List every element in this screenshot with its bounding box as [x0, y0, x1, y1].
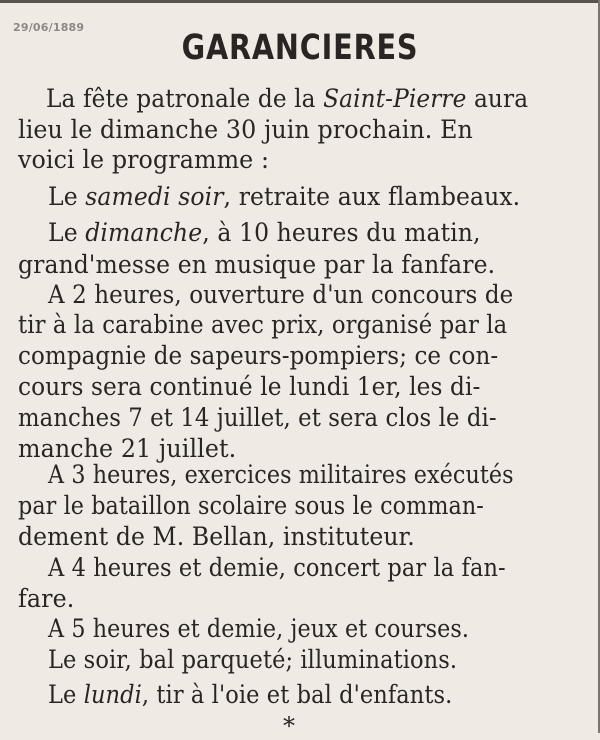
article-line-1: [46, 84, 600, 114]
article-line-5-italic: dimanche: [85, 218, 203, 247]
article-line-4-after: , retraite aux flambeaux.: [223, 182, 521, 211]
article-line-2: [18, 115, 600, 145]
article-headline: GARANCIERES: [181, 28, 419, 68]
article-line-17: [18, 584, 600, 614]
article-line-4-italic: samedi soir: [85, 182, 224, 211]
date-stamp: 29/06/1889: [13, 21, 85, 34]
top-border-rule: [0, 0, 600, 3]
article-line-20-after: , tir à l'oie et bal d'enfants.: [141, 680, 453, 709]
article-line-1-after: aura: [466, 84, 529, 113]
article-line-9: [18, 341, 600, 371]
article-line-9-text: compagnie de sapeurs-pompiers; ce con-: [18, 341, 499, 370]
article-line-5: [48, 218, 600, 248]
article-line-18: [48, 614, 600, 644]
article-line-6: [18, 250, 600, 280]
end-of-article-star: *: [283, 712, 295, 740]
article-line-8: [18, 310, 600, 340]
article-line-18-text: A 5 heures et demie, jeux et courses.: [48, 614, 470, 643]
article-line-19-text: Le soir, bal parqueté; illuminations.: [48, 645, 458, 674]
article-line-16-text: A 4 heures et demie, concert par la fan-: [48, 553, 506, 582]
article-line-6-text: grand'messe en musique par la fanfare.: [18, 250, 496, 279]
article-line-3-text: voici le programme :: [18, 145, 270, 174]
article-line-7: [48, 280, 600, 310]
article-line-20: [48, 680, 600, 710]
article-line-3: [18, 145, 600, 175]
article-line-13: [48, 460, 600, 490]
article-line-5-after: , à 10 heures du matin,: [202, 218, 481, 247]
article-line-7-text: A 2 heures, ouverture d'un concours de: [48, 280, 514, 309]
article-line-15-text: dement de M. Bellan, instituteur.: [18, 522, 415, 551]
article-line-5-text: Le: [48, 218, 86, 247]
article-line-13-text: A 3 heures, exercices militaires exécutés: [48, 460, 514, 489]
article-line-1-text: La fête patronale de la: [46, 84, 324, 113]
article-line-11: [18, 403, 600, 433]
article-line-20-italic: lundi: [83, 680, 142, 709]
article-line-1-italic: Saint-Pierre: [323, 84, 467, 113]
article-line-17-text: fare.: [18, 584, 75, 613]
article-line-10: [18, 372, 600, 402]
article-line-19: [48, 645, 600, 675]
article-line-14-text: par le bataillon scolaire sous le comman-: [18, 491, 484, 520]
article-line-2-text: lieu le dimanche 30 juin prochain. En: [18, 115, 473, 144]
article-line-4: [48, 182, 600, 212]
article-line-8-text: tir à la carabine avec prix, organisé par la: [18, 310, 508, 339]
article-line-14: [18, 491, 600, 521]
article-line-20-text: Le: [48, 680, 84, 709]
article-line-10-text: cours sera continué le lundi 1er, les di-: [18, 372, 481, 401]
article-line-16: [48, 553, 600, 583]
article-line-15: [18, 522, 600, 552]
article-line-4-text: Le: [48, 182, 86, 211]
article-line-11-text: manches 7 et 14 juillet, et sera clos le di-: [18, 403, 497, 432]
article-line-12-text: manche 21 juillet.: [18, 434, 237, 463]
